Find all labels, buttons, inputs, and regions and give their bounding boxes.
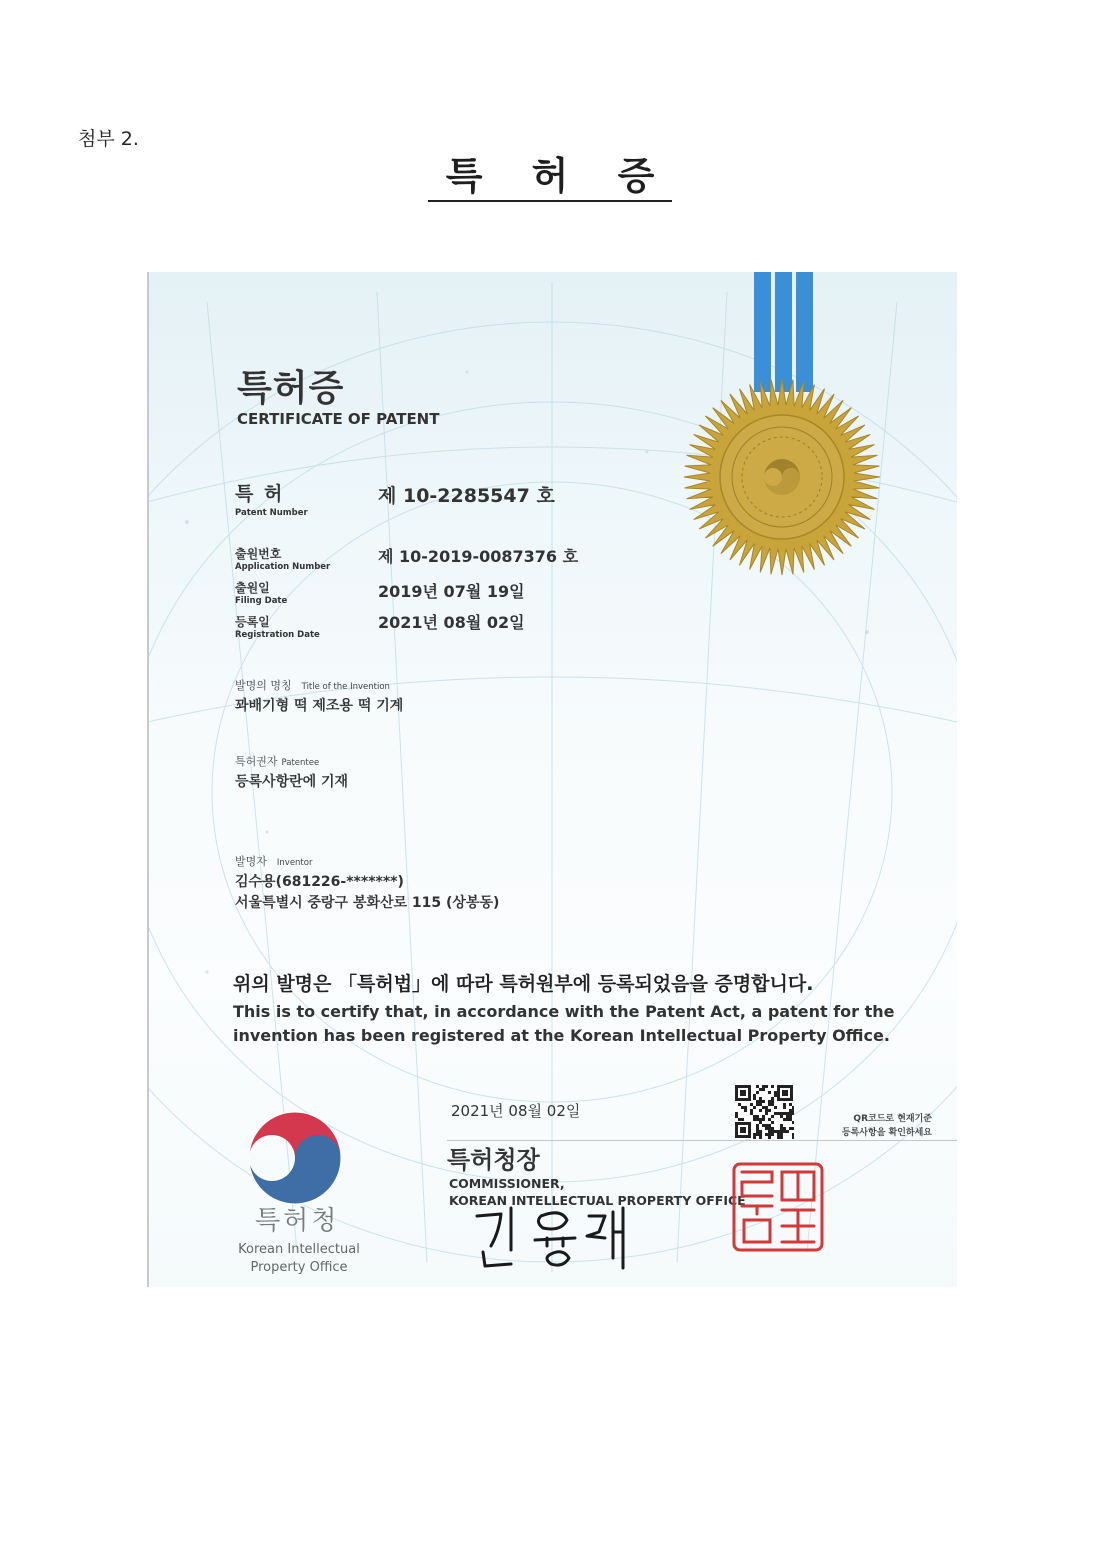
application-number-label-ko: 출원번호 [235, 547, 282, 561]
filing-date-label [235, 579, 287, 606]
patent-number-value: 제 10-2285547 호 [378, 485, 555, 507]
registration-date-label [235, 613, 320, 640]
office-logo-en [229, 1241, 369, 1277]
patent-number-label-ko: 특 허 [235, 483, 285, 505]
inventor-label-en: Inventor [276, 858, 313, 868]
patentee-label [235, 753, 319, 769]
declaration-en: This is to certify that, in accordance with the Patent Act, a patent for the invention has been registered at the Korean Intellectual Property Office. [233, 1002, 895, 1045]
inventor-address: 서울특별시 중랑구 봉화산로 115 (상봉동) [235, 895, 500, 911]
filing-date-label-ko: 출원일 [235, 581, 270, 595]
invention-title-label [235, 677, 390, 693]
commissioner-title-en-line1: COMMISSIONER, [449, 1176, 565, 1191]
attachment-label: 첨부 2. [78, 128, 139, 150]
commissioner-title-ko: 특허청장 [447, 1146, 540, 1174]
filing-date-value: 2019년 07월 19일 [378, 582, 525, 601]
filing-date-label-en: Filing Date [235, 596, 288, 606]
application-number-value: 제 10-2019-0087376 호 [378, 547, 579, 566]
qr-note-line1: QR코드로 현재기준 [853, 1114, 932, 1124]
official-red-stamp-icon [732, 1162, 824, 1252]
certificate-title-ko: 특허증 [237, 368, 345, 409]
patent-number-label [235, 479, 308, 518]
application-number-label [235, 545, 330, 572]
patent-number-label-en: Patent Number [235, 508, 308, 518]
commissioner-title-en-line2: KOREAN INTELLECTUAL PROPERTY OFFICE [449, 1193, 746, 1208]
qr-code-icon[interactable] [734, 1084, 794, 1139]
document-title-text: 특 허 증 [428, 152, 673, 202]
gold-seal-icon [682, 377, 882, 577]
issue-date: 2021년 08월 02일 [451, 1102, 581, 1120]
invention-title-value: 꽈배기형 떡 제조용 떡 기계 [235, 698, 404, 714]
invention-title-label-en: Title of the Invention [301, 682, 390, 692]
inventor-label-ko: 발명자 [235, 855, 267, 868]
certificate-left-edge [147, 272, 149, 1287]
patentee-label-en: Patentee [281, 758, 320, 768]
inventor-label [235, 853, 312, 869]
patentee-value: 등록사항란에 기재 [235, 774, 349, 790]
certificate-title-en: CERTIFICATE OF PATENT [237, 410, 440, 428]
kipo-taegeuk-logo-icon [239, 1102, 351, 1214]
qr-note [802, 1112, 932, 1140]
application-number-label-en: Application Number [235, 562, 331, 572]
inventor-name: 김수용(681226-*******) [235, 874, 404, 890]
registration-date-value: 2021년 08월 02일 [378, 613, 525, 632]
seal-ribbon [754, 272, 814, 392]
qr-note-line2: 등록사항을 확인하세요 [841, 1128, 932, 1138]
declaration-ko: 위의 발명은 「특허법」에 따라 특허원부에 등록되었음을 증명합니다. [233, 973, 814, 995]
handwritten-signature [471, 1202, 641, 1272]
office-logo-en-line2: Property Office [250, 1260, 348, 1275]
registration-date-label-en: Registration Date [235, 630, 320, 640]
patent-certificate [147, 272, 957, 1287]
office-logo-ko: 특허청 [255, 1206, 340, 1236]
document-title [0, 152, 1100, 202]
office-logo-en-line1: Korean Intellectual [238, 1242, 360, 1257]
invention-title-label-ko: 발명의 명칭 [235, 679, 292, 692]
registration-date-label-ko: 등록일 [235, 615, 270, 629]
patentee-label-ko: 특허권자 [235, 755, 278, 768]
